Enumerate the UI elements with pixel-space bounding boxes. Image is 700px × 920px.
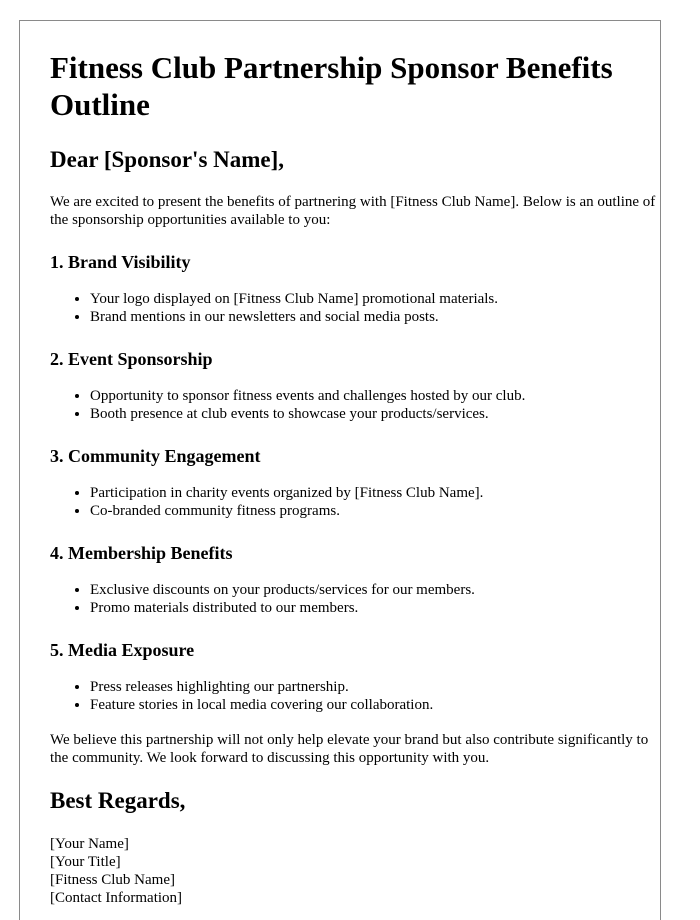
section-heading: 4. Membership Benefits: [50, 543, 233, 563]
section-heading: 1. Brand Visibility: [50, 252, 191, 272]
signature-block: [50, 835, 660, 907]
list-item: • Your logo displayed on [Fitness Club Name] promotional materials.: [90, 290, 660, 308]
list-item: • Brand mentions in our newsletters and social media posts.: [90, 308, 660, 326]
section-brand-visibility: [50, 251, 660, 326]
benefit-list: [50, 581, 660, 617]
section-media-exposure: [50, 639, 660, 714]
list-item: • Booth presence at club events to showcase your products/services.: [90, 405, 660, 423]
intro-paragraph: We are excited to present the benefits of partnering with [Fitness Club Name]. Below is an outline of the sponsorship opportunities available to you:: [50, 194, 656, 228]
regards-heading: Best Regards,: [50, 788, 186, 813]
list-item: • Opportunity to sponsor fitness events and challenges hosted by our club.: [90, 387, 660, 405]
benefit-list: [50, 387, 660, 423]
list-item: • Participation in charity events organized by [Fitness Club Name].: [90, 484, 660, 502]
signature-title: [Your Title]: [50, 854, 121, 870]
section-heading: 3. Community Engagement: [50, 446, 261, 466]
list-item: • Promo materials distributed to our members.: [90, 599, 660, 617]
section-heading: 2. Event Sponsorship: [50, 349, 213, 369]
benefit-list: [50, 484, 660, 520]
benefit-list: [50, 290, 660, 326]
signature-club: [Fitness Club Name]: [50, 872, 175, 888]
benefit-list: [50, 678, 660, 714]
section-heading: 5. Media Exposure: [50, 640, 195, 660]
list-item: • Press releases highlighting our partnership.: [90, 678, 660, 696]
list-item: • Exclusive discounts on your products/services for our members.: [90, 581, 660, 599]
list-item: • Co-branded community fitness programs.: [90, 502, 660, 520]
closing-paragraph: We believe this partnership will not only help elevate your brand but also contribute significantly to the community. We look forward to discussing this opportunity with you.: [50, 732, 649, 766]
signature-name: [Your Name]: [50, 836, 129, 852]
greeting: Dear [Sponsor's Name],: [50, 147, 285, 172]
section-event-sponsorship: [50, 348, 660, 423]
list-item: • Feature stories in local media covering our collaboration.: [90, 696, 660, 714]
section-community-engagement: [50, 445, 660, 520]
document-title: Fitness Club Partnership Sponsor Benefits Outline: [50, 50, 613, 122]
letter-page: [19, 20, 661, 920]
signature-contact: [Contact Information]: [50, 890, 183, 906]
section-membership-benefits: [50, 542, 660, 617]
